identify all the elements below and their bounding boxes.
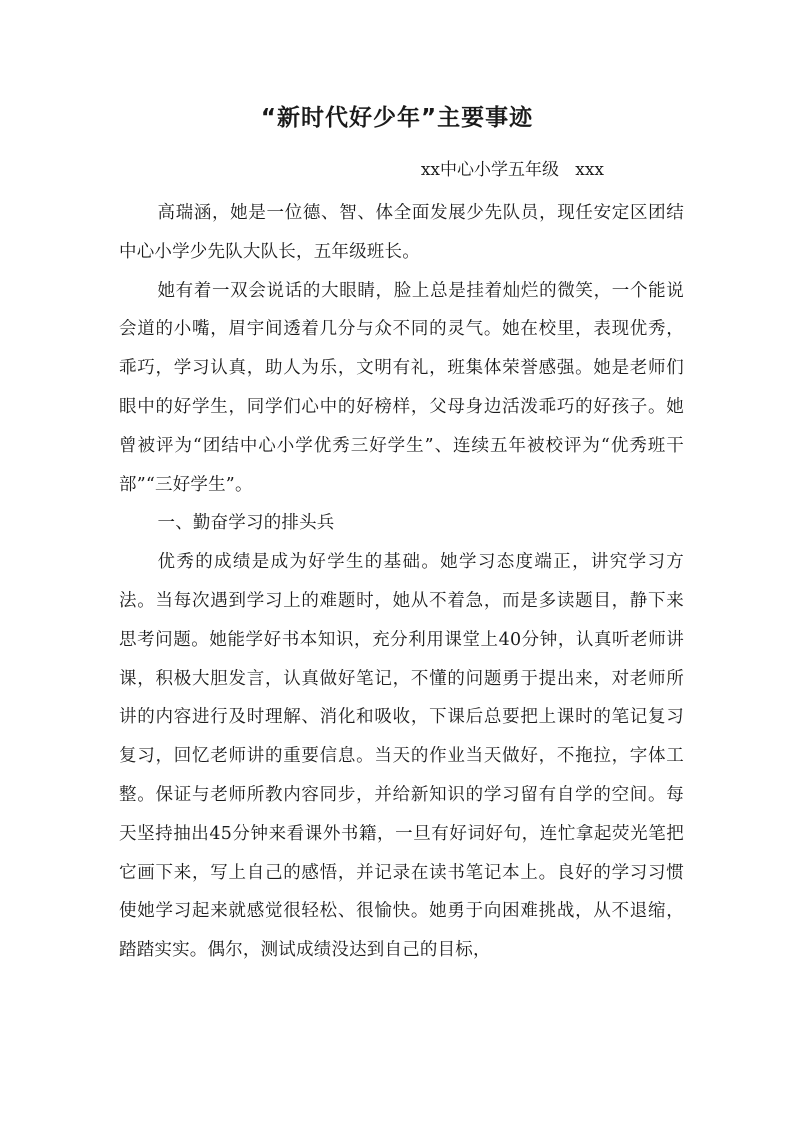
section-heading: 一、勤奋学习的排头兵 — [157, 513, 335, 534]
document-body — [119, 194, 684, 970]
paragraph-study: 优秀的成绩是成为好学生的基础。她学习态度端正，讲究学习方法。当每次遇到学习上的难题时，她从不着急，而是多读题目，静下来思考问题。她能学好书本知识，充分利用课堂上40分钟，认真听老师讲课，积极大胆发言，认真做好笔记，不懂的问题勇于提出来，对老师所讲的内容进行及时理解、消化和吸收，下课后总要把上课时的笔记复习复习，回忆老师讲的重要信息。当天的作业当天做好，不拖拉，字体工整。保证与老师所教内容同步，并给新知识的学习留有自学的空间。每天坚持抽出45分钟来看课外书籍，一旦有好词好句，连忙拿起荧光笔把它画下来，写上自己的感悟，并记录在读书笔记本上。良好的学习习惯使她学习起来就感觉很轻松、很愉快。她勇于向困难挑战，从不退缩，踏踏实实。偶尔，测试成绩没达到自己的目标， — [119, 552, 684, 961]
paragraph-description: 她有着一双会说话的大眼睛，脸上总是挂着灿烂的微笑，一个能说会道的小嘴，眉宇间透着几分与众不同的灵气。她在校里，表现优秀，乖巧，学习认真，助人为乐，文明有礼，班集体荣誉感强。她是老师们眼中的好学生，同学们心中的好榜样，父母身边活泼乖巧的好孩子。她曾被评为“团结中心小学优秀三好学生”、连续五年被校评为“优秀班干部”“三好学生”。 — [119, 280, 684, 495]
document-title: “新时代好少年”主要事迹 — [260, 105, 534, 131]
author-byline: xx中心小学五年级 xxx — [420, 160, 604, 180]
paragraph-intro: 高瑞涵，她是一位德、智、体全面发展少先队员，现任安定区团结中心小学少先队大队长，五年级班长。 — [119, 203, 684, 262]
